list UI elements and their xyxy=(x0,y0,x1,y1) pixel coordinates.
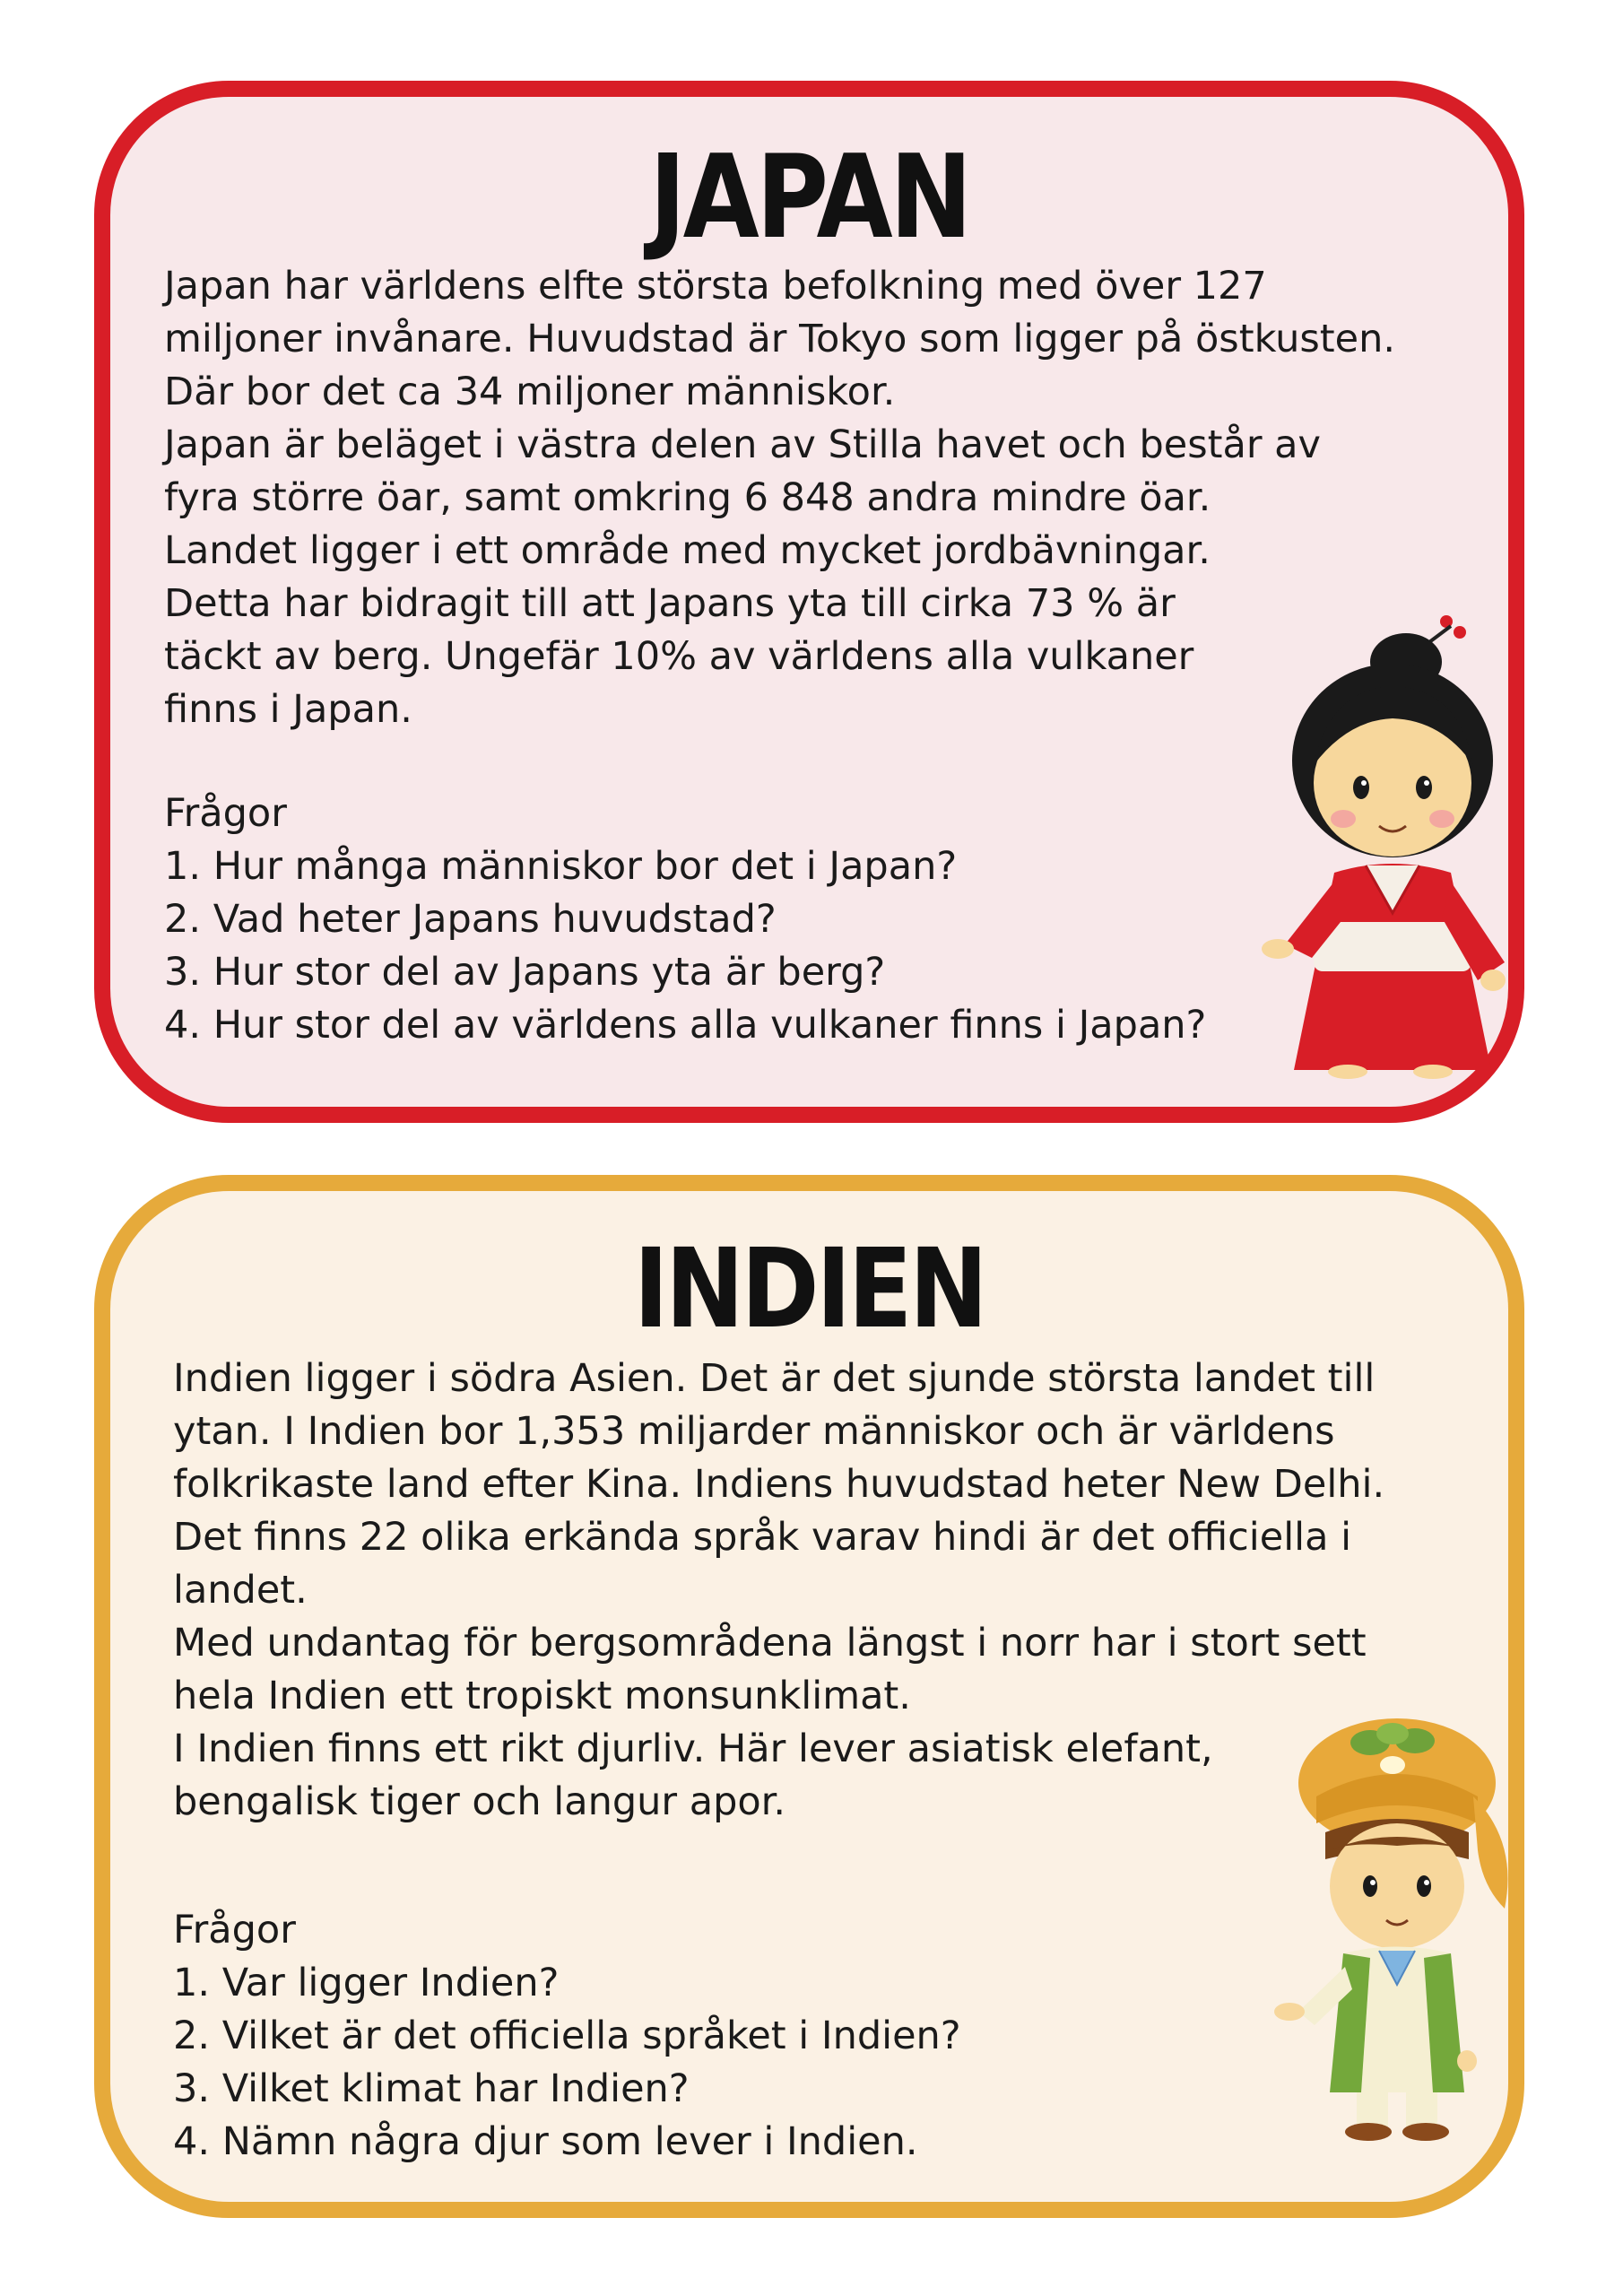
japan-body-text: Japan har världens elfte största befolkning med över 127 miljoner invånare. Huvudstad är Tokyo som ligger på östkusten. Där bor det ca 34 miljoner människor. Japan är beläget i västra delen av Stilla havet och består av fyra större öar, samt omkring 6 848 andra mindre öar. Landet ligger i ett område med mycket jordbävningar. Detta har bidragit till att Japans yta till cirka 73 % är täckt av berg. Ungefär 10% av världens alla vulkaner finns i Japan. xyxy=(164,264,1396,732)
india-body-text: Indien ligger i södra Asien. Det är det sjunde största landet till ytan. I Indien bor 1,353 miljarder människor och är världens folkrikaste land efter Kina. Indiens huvudstad heter New Delhi. Det finns 22 olika erkända språk varav hindi är det officiella i landet. Med undantag för bergsområdena längst i norr har i stort sett hela Indien ett tropiskt monsunklimat. I Indien finns ett rikt djurliv. Här lever asiatisk elefant, bengalisk tiger och langur apor. xyxy=(173,1356,1385,1824)
india-card xyxy=(94,1175,1524,2218)
indian-boy-illustration xyxy=(1263,1716,1532,2146)
india-questions-heading: Frågor xyxy=(173,1908,296,1952)
japan-title: JAPAN xyxy=(649,131,969,265)
japan-questions-list xyxy=(164,840,1206,1052)
japan-question: 4. Hur stor del av världens alla vulkaner finns i Japan? xyxy=(164,1003,1207,1048)
japan-question: 3. Hur stor del av Japans yta är berg? xyxy=(164,950,886,995)
india-question: 3. Vilket klimat har Indien? xyxy=(173,2066,690,2111)
india-question: 2. Vilket är det officiella språket i Indien? xyxy=(173,2013,961,2058)
india-title: INDIEN xyxy=(633,1225,985,1352)
india-questions-list xyxy=(173,1957,961,2169)
japanese-girl-illustration xyxy=(1249,604,1527,1079)
japan-questions-heading: Frågor xyxy=(164,791,287,836)
japan-card xyxy=(94,81,1524,1123)
india-question: 1. Var ligger Indien? xyxy=(173,1961,560,2005)
japan-question: 2. Vad heter Japans huvudstad? xyxy=(164,897,777,942)
india-question: 4. Nämn några djur som lever i Indien. xyxy=(173,2119,918,2164)
japan-question: 1. Hur många människor bor det i Japan? xyxy=(164,844,958,889)
